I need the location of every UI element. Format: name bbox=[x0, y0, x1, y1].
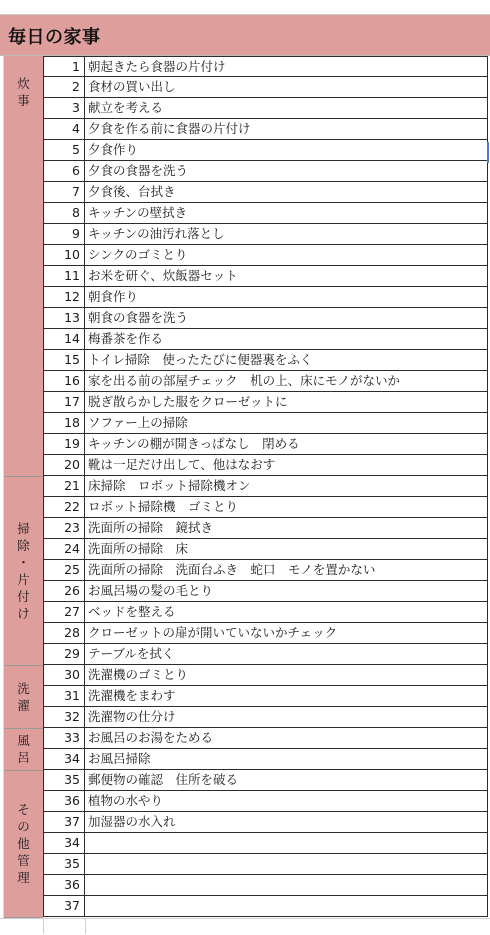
task-cell[interactable]: お風呂場の髪の毛とり bbox=[85, 581, 488, 602]
table-row bbox=[0, 497, 490, 518]
task-cell[interactable]: 脱ぎ散らかした服をクローゼットに bbox=[85, 392, 488, 413]
category-cell[interactable] bbox=[4, 329, 43, 350]
table-row bbox=[0, 308, 490, 329]
task-cell[interactable]: お米を研ぐ、炊飯器セット bbox=[85, 266, 488, 287]
task-cell[interactable]: 洗濯物の仕分け bbox=[85, 707, 488, 728]
row-number-cell[interactable]: 14 bbox=[43, 329, 85, 350]
task-cell[interactable]: シンクのゴミとり bbox=[85, 245, 488, 266]
table-row bbox=[0, 707, 490, 728]
table-row bbox=[0, 434, 490, 455]
row-number-cell[interactable]: 6 bbox=[43, 161, 85, 182]
category-cell[interactable] bbox=[4, 644, 43, 665]
task-cell[interactable]: トイレ掃除 使ったたびに便器裏をふく bbox=[85, 350, 488, 371]
task-cell[interactable]: キッチンの油汚れ落とし bbox=[85, 224, 488, 245]
category-divider bbox=[4, 770, 43, 771]
table-row bbox=[0, 119, 490, 140]
task-cell[interactable]: 朝食作り bbox=[85, 287, 488, 308]
row-number-cell[interactable]: 10 bbox=[43, 245, 85, 266]
title-cell[interactable] bbox=[0, 14, 490, 56]
bottom-column-divider bbox=[85, 918, 86, 934]
row-number-cell[interactable]: 36 bbox=[43, 875, 85, 896]
category-cell[interactable] bbox=[4, 896, 43, 917]
row-number-cell[interactable]: 4 bbox=[43, 119, 85, 140]
category-cell[interactable] bbox=[4, 476, 43, 497]
row-number-cell[interactable]: 35 bbox=[43, 770, 85, 791]
row-number-cell[interactable]: 18 bbox=[43, 413, 85, 434]
task-cell[interactable]: ロボット掃除機 ゴミとり bbox=[85, 497, 488, 518]
task-cell[interactable]: キッチンの壁拭き bbox=[85, 203, 488, 224]
table-row bbox=[0, 581, 490, 602]
row-number-cell[interactable]: 24 bbox=[43, 539, 85, 560]
row-number-cell[interactable]: 23 bbox=[43, 518, 85, 539]
task-cell[interactable]: 朝起きたら食器の片付け bbox=[85, 56, 488, 77]
row-number-cell[interactable]: 35 bbox=[43, 854, 85, 875]
row-number-cell[interactable]: 33 bbox=[43, 728, 85, 749]
table-row bbox=[0, 812, 490, 833]
category-cell[interactable] bbox=[4, 203, 43, 224]
task-cell[interactable]: 食材の買い出し bbox=[85, 77, 488, 98]
table-row bbox=[0, 896, 490, 917]
task-cell[interactable]: 洗濯機のゴミとり bbox=[85, 665, 488, 686]
table-row bbox=[0, 413, 490, 434]
row-number-cell[interactable]: 29 bbox=[43, 644, 85, 665]
task-cell[interactable]: キッチンの棚が開きっぱなし 閉める bbox=[85, 434, 488, 455]
table-row bbox=[0, 182, 490, 203]
row-number-cell[interactable]: 3 bbox=[43, 98, 85, 119]
task-cell[interactable] bbox=[85, 833, 488, 854]
task-cell[interactable]: 加湿器の水入れ bbox=[85, 812, 488, 833]
table-row bbox=[0, 539, 490, 560]
table-row bbox=[0, 854, 490, 875]
sheet-title: 毎日の家事 bbox=[8, 27, 101, 48]
row-number-cell[interactable]: 21 bbox=[43, 476, 85, 497]
row-number-cell[interactable]: 37 bbox=[43, 896, 85, 917]
table-row bbox=[0, 98, 490, 119]
category-label: 掃 除 ・ 片 付 け bbox=[17, 520, 30, 621]
table-row bbox=[0, 77, 490, 98]
task-cell[interactable]: 床掃除 ロボット掃除機オン bbox=[85, 476, 488, 497]
table-row bbox=[0, 140, 490, 161]
row-number-cell[interactable]: 11 bbox=[43, 266, 85, 287]
task-cell[interactable]: 家を出る前の部屋チェック 机の上、床にモノがないか bbox=[85, 371, 488, 392]
category-cell[interactable] bbox=[4, 119, 43, 140]
category-cell[interactable] bbox=[4, 140, 43, 161]
table-row bbox=[0, 560, 490, 581]
table-row bbox=[0, 791, 490, 812]
category-divider bbox=[4, 476, 43, 477]
table-row bbox=[0, 602, 490, 623]
table-row bbox=[0, 665, 490, 686]
row-number-cell[interactable]: 22 bbox=[43, 497, 85, 518]
table-row bbox=[0, 371, 490, 392]
task-cell[interactable]: 洗面所の掃除 鏡拭き bbox=[85, 518, 488, 539]
task-cell[interactable]: 洗面所の掃除 洗面台ふき 蛇口 モノを置かない bbox=[85, 560, 488, 581]
task-cell[interactable]: ベッドを整える bbox=[85, 602, 488, 623]
table-row bbox=[0, 686, 490, 707]
table-row bbox=[0, 224, 490, 245]
category-cell[interactable] bbox=[4, 623, 43, 644]
table-row bbox=[0, 644, 490, 665]
task-cell[interactable]: お風呂掃除 bbox=[85, 749, 488, 770]
table-row bbox=[0, 287, 490, 308]
row-number-cell[interactable]: 8 bbox=[43, 203, 85, 224]
task-cell[interactable] bbox=[85, 896, 488, 917]
task-cell[interactable]: 洗面所の掃除 床 bbox=[85, 539, 488, 560]
task-cell[interactable]: 夕食を作る前に食器の片付け bbox=[85, 119, 488, 140]
task-cell[interactable] bbox=[85, 854, 488, 875]
sheet-bottom-strip bbox=[0, 918, 490, 935]
category-label: 洗 濯 bbox=[17, 680, 30, 713]
category-cell[interactable] bbox=[4, 56, 43, 77]
task-cell[interactable]: 夕食作り bbox=[85, 140, 488, 161]
task-cell[interactable]: 梅番茶を作る bbox=[85, 329, 488, 350]
table-row bbox=[0, 749, 490, 770]
task-cell[interactable]: 献立を考える bbox=[85, 98, 488, 119]
task-cell[interactable]: 夕食後、台拭き bbox=[85, 182, 488, 203]
task-cell[interactable] bbox=[85, 875, 488, 896]
row-number-cell[interactable]: 27 bbox=[43, 602, 85, 623]
row-number-cell[interactable]: 12 bbox=[43, 287, 85, 308]
category-label: 炊 事 bbox=[17, 76, 30, 108]
row-number-cell[interactable]: 32 bbox=[43, 707, 85, 728]
table-row bbox=[0, 623, 490, 644]
category-divider bbox=[4, 728, 43, 729]
table-row bbox=[0, 518, 490, 539]
row-number-cell[interactable]: 30 bbox=[43, 665, 85, 686]
row-number-cell[interactable]: 16 bbox=[43, 371, 85, 392]
category-cell[interactable] bbox=[4, 308, 43, 329]
selected-cell-edge bbox=[487, 142, 489, 163]
table-row bbox=[0, 56, 490, 77]
category-cell[interactable] bbox=[4, 224, 43, 245]
category-cell[interactable] bbox=[4, 497, 43, 518]
row-number-cell[interactable]: 34 bbox=[43, 833, 85, 854]
category-cell[interactable] bbox=[4, 350, 43, 371]
table-row bbox=[0, 476, 490, 497]
category-label: そ の 他 管 理 bbox=[17, 802, 30, 885]
task-cell[interactable]: 洗濯機をまわす bbox=[85, 686, 488, 707]
category-cell[interactable] bbox=[4, 245, 43, 266]
table-row bbox=[0, 455, 490, 476]
category-cell[interactable] bbox=[4, 371, 43, 392]
task-cell[interactable]: 植物の水やり bbox=[85, 791, 488, 812]
category-cell[interactable] bbox=[4, 770, 43, 791]
table-row bbox=[0, 245, 490, 266]
row-number-cell[interactable]: 1 bbox=[43, 56, 85, 77]
table-row bbox=[0, 203, 490, 224]
category-cell[interactable] bbox=[4, 413, 43, 434]
category-cell[interactable] bbox=[4, 287, 43, 308]
table-row bbox=[0, 770, 490, 791]
sheet-top-strip bbox=[0, 0, 490, 15]
row-number-cell[interactable]: 9 bbox=[43, 224, 85, 245]
bottom-column-divider bbox=[43, 918, 44, 934]
row-number-cell[interactable]: 2 bbox=[43, 77, 85, 98]
category-cell[interactable] bbox=[4, 161, 43, 182]
row-number-cell[interactable]: 7 bbox=[43, 182, 85, 203]
row-number-cell[interactable]: 17 bbox=[43, 392, 85, 413]
category-divider bbox=[4, 665, 43, 666]
task-cell[interactable]: お風呂のお湯をためる bbox=[85, 728, 488, 749]
row-number-cell[interactable]: 5 bbox=[43, 140, 85, 161]
task-cell[interactable]: クローゼットの扉が開いていないかチェック bbox=[85, 623, 488, 644]
table-row bbox=[0, 350, 490, 371]
task-cell[interactable]: テーブルを拭く bbox=[85, 644, 488, 665]
row-number-cell[interactable]: 36 bbox=[43, 791, 85, 812]
table-row bbox=[0, 875, 490, 896]
table-row bbox=[0, 833, 490, 854]
category-cell[interactable] bbox=[4, 182, 43, 203]
task-cell[interactable]: 郵便物の確認 住所を破る bbox=[85, 770, 488, 791]
row-number-cell[interactable]: 15 bbox=[43, 350, 85, 371]
table-row bbox=[0, 392, 490, 413]
row-number-cell[interactable]: 25 bbox=[43, 560, 85, 581]
task-cell[interactable]: 朝食の食器を洗う bbox=[85, 308, 488, 329]
table-row bbox=[0, 728, 490, 749]
table-row bbox=[0, 266, 490, 287]
table-row bbox=[0, 161, 490, 182]
category-cell[interactable] bbox=[4, 266, 43, 287]
table-row bbox=[0, 329, 490, 350]
row-number-cell[interactable]: 26 bbox=[43, 581, 85, 602]
row-number-cell[interactable]: 37 bbox=[43, 812, 85, 833]
category-cell[interactable] bbox=[4, 392, 43, 413]
category-label: 風 呂 bbox=[17, 733, 30, 765]
row-number-cell[interactable]: 28 bbox=[43, 623, 85, 644]
row-number-cell[interactable]: 34 bbox=[43, 749, 85, 770]
task-cell[interactable]: 靴は一足だけ出して、他はなおす bbox=[85, 455, 488, 476]
category-cell[interactable] bbox=[4, 434, 43, 455]
row-number-cell[interactable]: 13 bbox=[43, 308, 85, 329]
row-number-cell[interactable]: 31 bbox=[43, 686, 85, 707]
row-number-cell[interactable]: 19 bbox=[43, 434, 85, 455]
task-cell[interactable]: ソファー上の掃除 bbox=[85, 413, 488, 434]
task-cell[interactable]: 夕食の食器を洗う bbox=[85, 161, 488, 182]
category-cell[interactable] bbox=[4, 455, 43, 476]
row-number-cell[interactable]: 20 bbox=[43, 455, 85, 476]
